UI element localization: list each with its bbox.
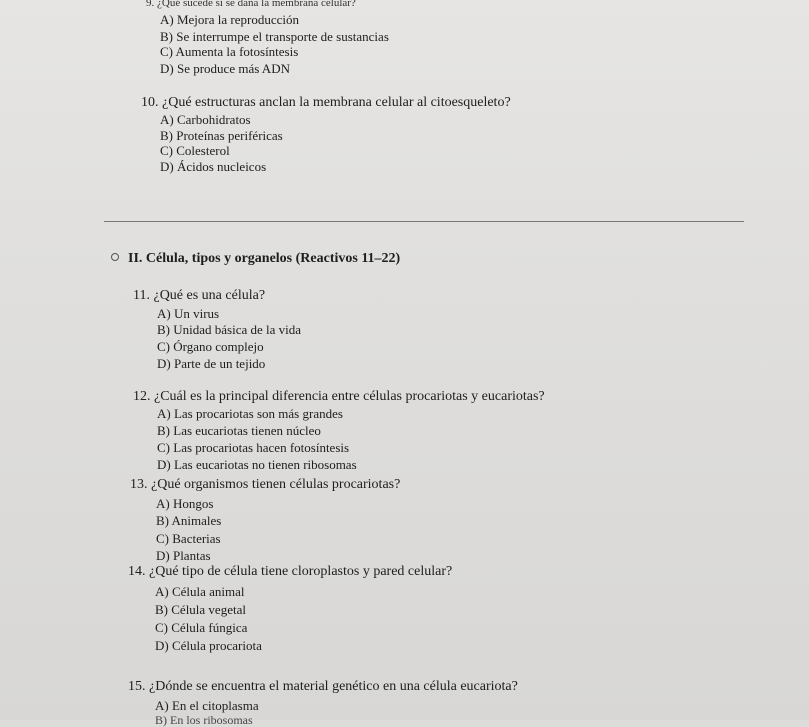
q15-option-b: B) En los ribosomas [155, 713, 253, 727]
q14-option-b: B) Célula vegetal [155, 602, 246, 617]
section-divider [104, 221, 744, 222]
question-9-text: 9. ¿Qué sucede si se daña la membrana celular? [146, 0, 356, 9]
q9-option-c: C) Aumenta la fotosíntesis [160, 44, 299, 59]
q9-option-d: D) Se produce más ADN [160, 61, 290, 76]
section-title: II. Célula, tipos y organelos (Reactivos 11–22) [128, 251, 401, 266]
q10-option-d: D) Ácidos nucleicos [160, 159, 267, 174]
q13-option-b: B) Animales [156, 513, 222, 528]
q14-option-d: D) Célula procariota [155, 638, 262, 653]
q12-option-d: D) Las eucariotas no tienen ribosomas [157, 457, 357, 472]
q15-option-a: A) En el citoplasma [155, 698, 259, 713]
q14-option-a: A) Célula animal [155, 584, 245, 599]
q11-option-a: A) Un virus [157, 306, 220, 321]
question-11-text: 11. ¿Qué es una célula? [133, 288, 266, 303]
q11-option-c: C) Órgano complejo [157, 339, 264, 354]
q11-option-b: B) Unidad básica de la vida [157, 322, 302, 337]
question-13-text: 13. ¿Qué organismos tienen células procariotas? [130, 477, 401, 492]
q9-option-a: A) Mejora la reproducción [160, 12, 299, 27]
q13-option-a: A) Hongos [156, 496, 214, 511]
q9-option-b: B) Se interrumpe el transporte de sustancias [160, 29, 389, 44]
q10-option-a: A) Carbohidratos [160, 112, 251, 127]
bullet-icon [111, 253, 119, 261]
q12-option-b: B) Las eucariotas tienen núcleo [157, 423, 321, 438]
q10-option-c: C) Colesterol [160, 143, 230, 158]
q12-option-a: A) Las procariotas son más grandes [157, 406, 343, 421]
q11-option-d: D) Parte de un tejido [157, 356, 266, 371]
question-15-text: 15. ¿Dónde se encuentra el material genético en una célula eucariota? [128, 679, 518, 694]
question-10-text: 10. ¿Qué estructuras anclan la membrana celular al citoesqueleto? [141, 95, 511, 110]
q10-option-b: B) Proteínas periféricas [160, 128, 283, 143]
question-12-text: 12. ¿Cuál es la principal diferencia entre células procariotas y eucariotas? [133, 389, 545, 404]
question-14-text: 14. ¿Qué tipo de célula tiene cloroplastos y pared celular? [128, 564, 453, 579]
q14-option-c: C) Célula fúngica [155, 620, 248, 635]
q12-option-c: C) Las procariotas hacen fotosíntesis [157, 440, 350, 455]
q13-option-c: C) Bacterias [156, 531, 221, 546]
q13-option-d: D) Plantas [156, 548, 211, 563]
